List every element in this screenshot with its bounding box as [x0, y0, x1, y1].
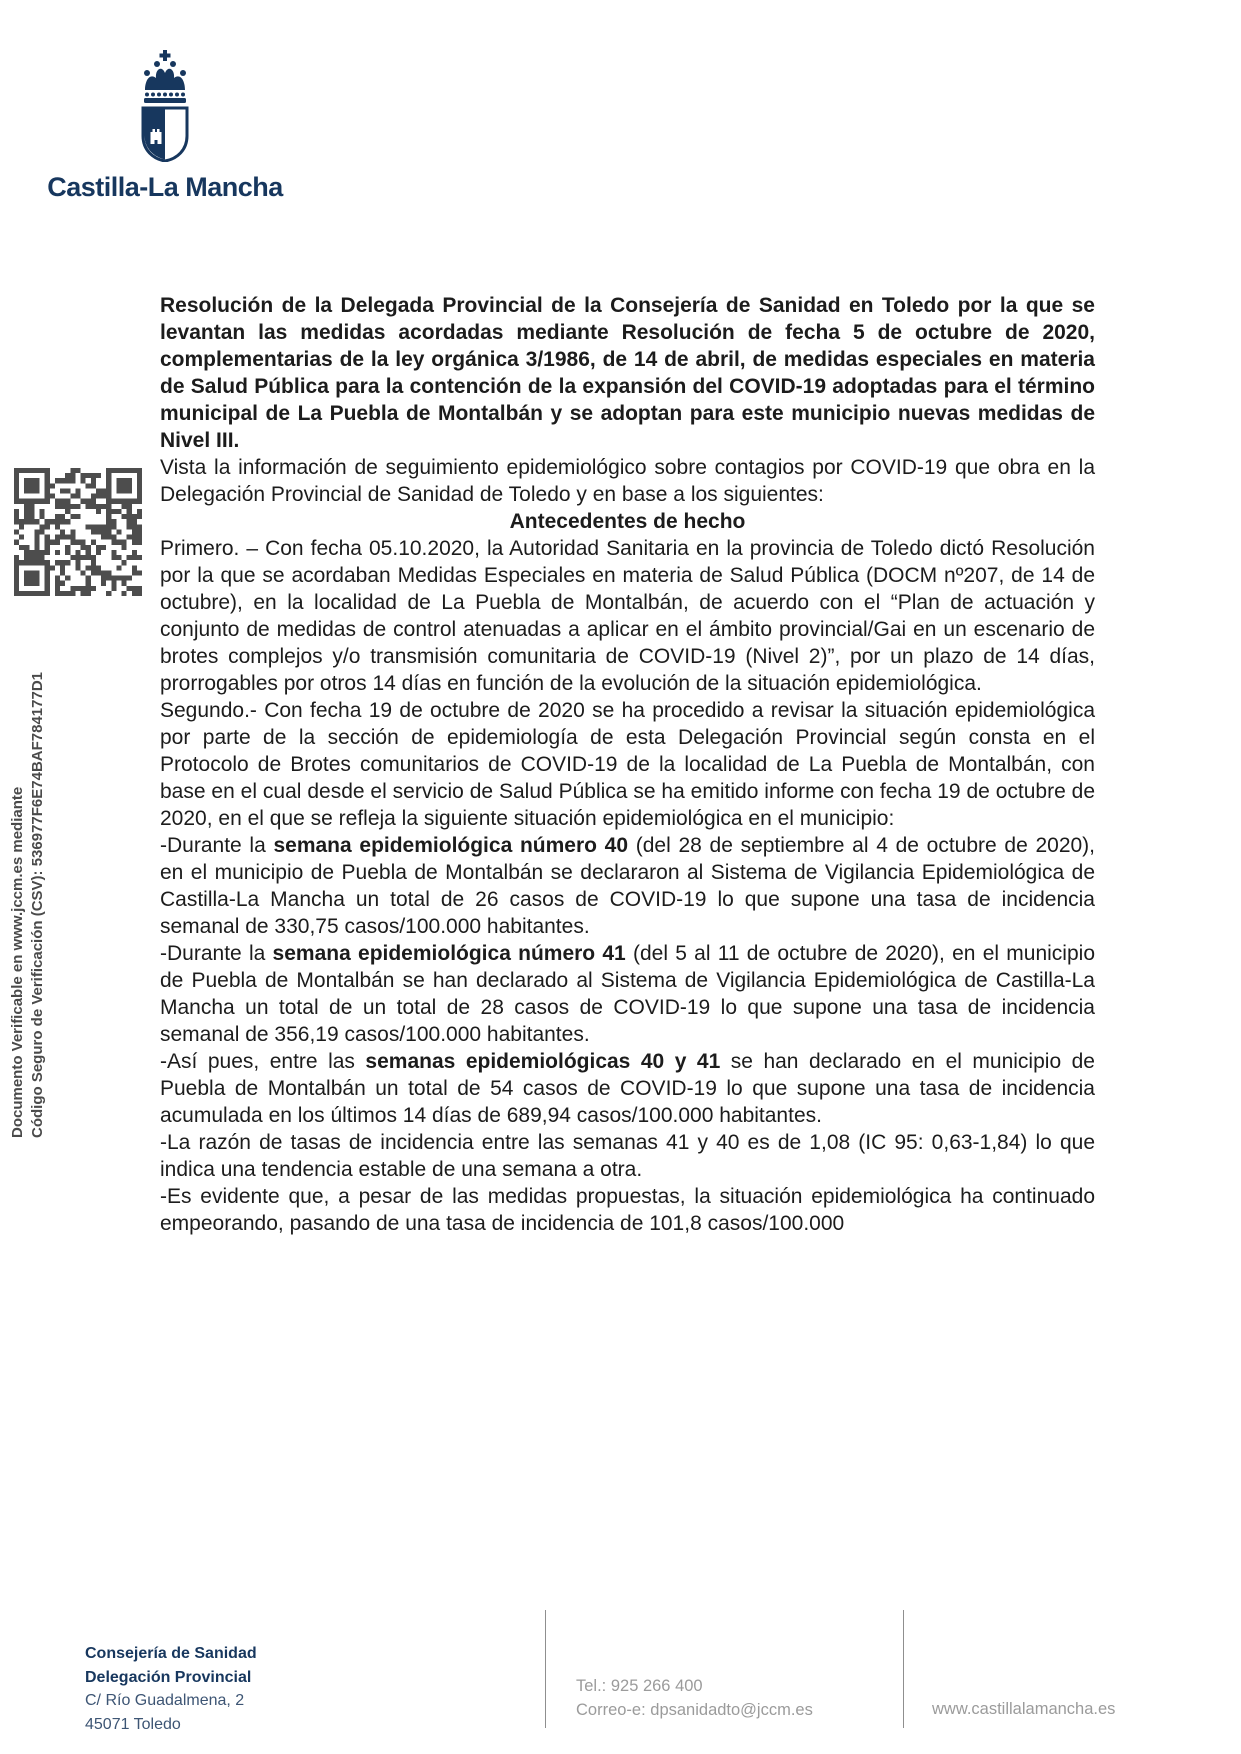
paragraph-es-evidente: -Es evidente que, a pesar de las medidas propuestas, la situación epidemiológica ha continuado empeorando, pasando de una tasa de incidencia de 101,8 casos/100.000 — [160, 1185, 1095, 1235]
paragraph-segundo: Segundo.- Con fecha 19 de octubre de 2020 se ha procedido a revisar la situación epidemiológica por parte de la sección de epidemiología de esta Delegación Provincial según consta en el Protocolo de Brotes comunitarios de COVID-19 de la localidad de La Puebla de Montalbán, con base en el cual desde el servicio de Salud Pública se ha emitido informe con fecha 19 de octubre de 2020, en el que se refleja la siguiente situación epidemiológica en el municipio: — [160, 699, 1095, 830]
week-41-rest: (del 5 al 11 de octubre de 2020), en el municipio de Puebla de Montalbán se han declarado al Sistema de Vigilancia Epidemiológica de Castilla-La Mancha un total de un total de 28 casos de COVID-19 lo que supone una tasa de incidencia semanal de 356,19 casos/100.000 habitantes. — [160, 942, 1095, 1046]
week-40-pre: -Durante la — [160, 834, 274, 857]
paragraph-primero: Primero. – Con fecha 05.10.2020, la Autoridad Sanitaria en la provincia de Toledo dictó Resolución por la que se acordaban Medidas Especiales en materia de Salud Pública (DOCM nº207, de 14 de octubre), en la localidad de La Puebla de Montalbán, de acuerdo con el “Plan de actuación y conjunto de medidas de control atenuadas a aplicar en el ámbito provincial/Gai en un escenario de brotes complejos y/o transmisión comunitaria de COVID-19 (Nivel 2)”, por un plazo de 14 días, prorrogables por otros 14 días en función de la evolución de la situación epidemiológica. — [160, 537, 1095, 695]
section-heading-antecedentes: Antecedentes de hecho — [509, 510, 746, 533]
footer-divider-2 — [903, 1610, 904, 1728]
intro-paragraph: Vista la información de seguimiento epidemiológico sobre contagios por COVID-19 que obra en la Delegación Provincial de Sanidad de Toledo y en base a los siguientes: — [160, 456, 1095, 506]
crest-crown-shield-icon — [133, 50, 197, 162]
footer-address-line-2: 45071 Toledo — [85, 1715, 181, 1733]
footer-website: www.castillalamancha.es — [932, 1700, 1116, 1718]
footer-divider-1 — [545, 1610, 546, 1728]
weeks-40-41-bold: semanas epidemiológicas 40 y 41 — [365, 1050, 721, 1073]
document-body — [160, 292, 1095, 1237]
week-41-pre: -Durante la — [160, 942, 273, 965]
logo-wordmark: Castilla-La Mancha — [47, 172, 283, 202]
weeks-40-41-rest: se han declarado en el municipio de Puebla de Montalbán un total de 54 casos de COVID-19 lo que supone una tasa de incidencia acumulada en los últimos 14 días de 689,94 casos/100.000 habitantes. — [160, 1050, 1095, 1127]
week-40-bold: semana epidemiológica número 40 — [273, 834, 629, 857]
paragraph-razon-tasas: -La razón de tasas de incidencia entre las semanas 41 y 40 es de 1,08 (IC 95: 0,63-1,84) lo que indica una tendencia estable de una semana a otra. — [160, 1131, 1095, 1181]
paragraph-week-40 — [160, 832, 1095, 940]
footer-phone: Tel.: 925 266 400 — [576, 1677, 703, 1695]
paragraph-weeks-40-41 — [160, 1048, 1095, 1129]
footer-org-line-2: Delegación Provincial — [85, 1668, 252, 1686]
week-41-bold: semana epidemiológica número 41 — [272, 942, 626, 965]
verification-sidebar-text — [8, 598, 48, 1138]
document-title: Resolución de la Delegada Provincial de la Consejería de Sanidad en Toledo por la que se levantan las medidas acordadas mediante Resolución de fecha 5 de octubre de 2020, complementarias de la ley orgánica 3/1986, de 14 de abril, de medidas especiales en materia de Salud Pública para la contención de la expansión del COVID-19 adoptadas para el término municipal de La Puebla de Montalbán y se adoptan para este municipio nuevas medidas de Nivel III. — [160, 294, 1095, 452]
footer-org-line-1: Consejería de Sanidad — [85, 1645, 257, 1662]
weeks-40-41-pre: -Así pues, entre las — [160, 1050, 366, 1073]
paragraph-week-41 — [160, 940, 1095, 1048]
castilla-la-mancha-logo — [35, 50, 295, 203]
footer-address-line-1: C/ Río Guadalmena, 2 — [85, 1692, 245, 1709]
verification-line-2: Código Seguro de Verificación (CSV): 536977F6E74BAF784177D1 — [29, 671, 46, 1138]
week-40-rest: (del 28 de septiembre al 4 de octubre de 2020), en el municipio de Puebla de Montalbán se declararon al Sistema de Vigilancia Epidemiológica de Castilla-La Mancha un total de 26 casos de COVID-19 lo que supone una tasa de incidencia semanal de 330,75 casos/100.000 habitantes. — [160, 834, 1096, 938]
footer-contact-block — [576, 1674, 813, 1722]
footer-organization-block — [85, 1642, 257, 1736]
qr-code — [14, 468, 142, 596]
footer-email: Correo-e: dpsanidadto@jccm.es — [576, 1701, 813, 1719]
verification-line-1: Documento Verificable en www.jccm.es mediante — [9, 786, 26, 1138]
